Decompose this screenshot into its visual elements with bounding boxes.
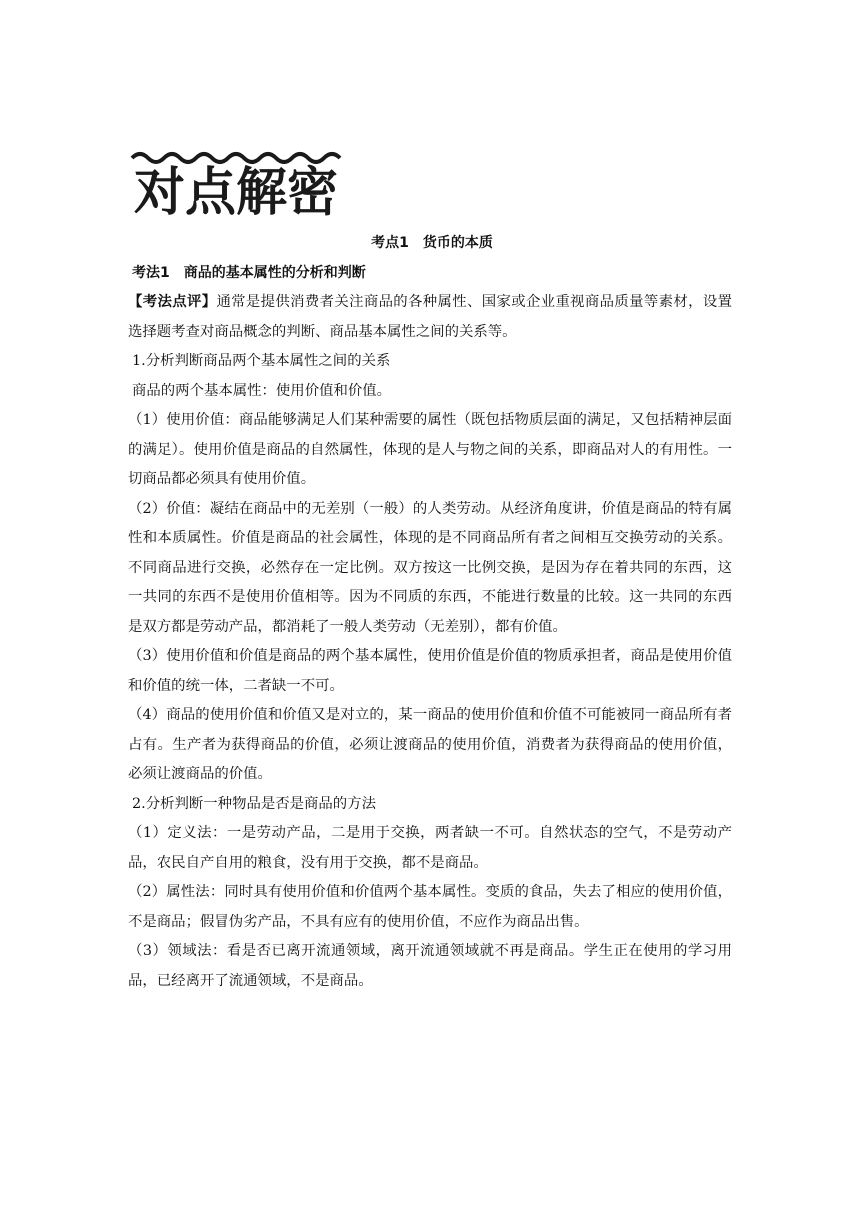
part1-item-opposition: （4）商品的使用价值和价值又是对立的，某一商品的使用价值和价值不可能被同一商品所有者占有。生产者为获得商品的价值，必须让渡商品的使用价值，消费者为获得商品的使用价值，必须让渡商品的价值。 <box>128 707 732 782</box>
main-content <box>128 228 732 996</box>
section-number: 考点1 <box>371 235 409 251</box>
section-heading <box>132 228 732 259</box>
section-title: 货币的本质 <box>422 235 493 251</box>
part2-item-domain-method: （3）领域法：看是否已离开流通领域，离开流通领域就不再是商品。学生正在使用的学习用品，已经离开了流通领域，不是商品。 <box>128 943 732 989</box>
method-heading <box>132 259 732 289</box>
part1-item-unity: （3）使用价值和价值是商品的两个基本属性，使用价值是价值的物质承担者，商品是使用价值和价值的统一体，二者缺一不可。 <box>128 648 732 694</box>
part2-heading: 2.分析判断一种物品是否是商品的方法 <box>132 795 376 812</box>
part1-item-value: （2）价值：凝结在商品中的无差别（一般）的人类劳动。从经济角度讲，价值是商品的特有属性和本质属性。价值是商品的社会属性，体现的是不同商品所有者之间相互交换劳动的关系。不同商品进行交换，必然存在一定比例。双方按这一比例交换，是因为存在着共同的东西，这一共同的东西不是使用价值相等。因为不同质的东西，不能进行数量的比较。这一共同的东西是双方都是劳动产品，都消耗了一般人类劳动（无差别），都有价值。 <box>128 500 732 635</box>
part1-item-use-value: （1）使用价值：商品能够满足人们某种需要的属性（既包括物质层面的满足，又包括精神层面的满足）。使用价值是商品的自然属性，体现的是人与物之间的关系，即商品对人的有用性。一切商品都必须具有使用价值。 <box>128 412 732 487</box>
part1-intro: 商品的两个基本属性：使用价值和价值。 <box>132 382 392 399</box>
commentary-paragraph <box>128 288 732 347</box>
method-title: 商品的基本属性的分析和判断 <box>183 264 366 281</box>
part1-heading: 1.分析判断商品两个基本属性之间的关系 <box>132 353 391 369</box>
wavy-border <box>132 154 340 162</box>
banner-artwork <box>130 148 342 222</box>
banner-title: 对点解密 <box>134 163 338 222</box>
commentary-text: 通常是提供消费者关注商品的各种属性、国家或企业重视商品质量等素材，设置选择题考查对商品概念的判断、商品基本属性之间的关系等。 <box>128 294 732 340</box>
method-number: 考法1 <box>132 264 170 281</box>
part2-item-attribute-method: （2）属性法：同时具有使用价值和价值两个基本属性。变质的食品，失去了相应的使用价值，不是商品；假冒伪劣产品，不具有应有的使用价值，不应作为商品出售。 <box>128 884 732 930</box>
commentary-tag: 【考法点评】 <box>128 294 217 310</box>
banner-logo <box>130 148 342 222</box>
part2-item-definition-method: （1）定义法：一是劳动产品，二是用于交换，两者缺一不可。自然状态的空气，不是劳动产品，农民自产自用的粮食，没有用于交换，都不是商品。 <box>128 825 732 871</box>
